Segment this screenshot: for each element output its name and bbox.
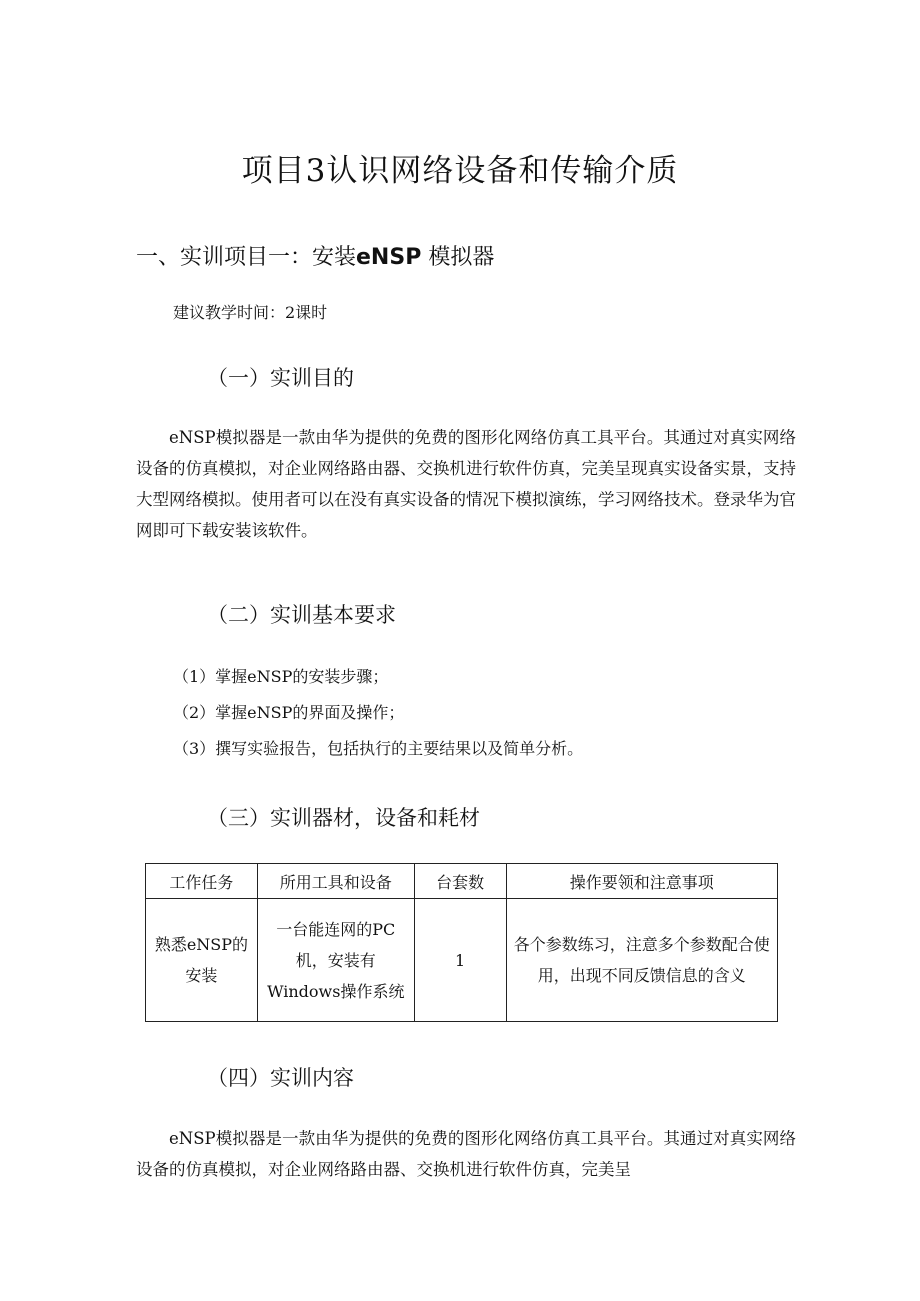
cell-notes: 各个参数练习，注意多个参数配合使用，出现不同反馈信息的含义 bbox=[506, 899, 778, 1022]
header-count: 台套数 bbox=[414, 864, 506, 899]
requirements-heading: （二）实训基本要求 bbox=[207, 603, 396, 627]
section-heading-suffix: 模拟器 bbox=[428, 245, 495, 270]
equipment-table bbox=[145, 863, 778, 1022]
cell-task: 熟悉eNSP的安装 bbox=[146, 899, 258, 1022]
objective-heading: （一）实训目的 bbox=[207, 366, 354, 390]
header-task: 工作任务 bbox=[146, 864, 258, 899]
requirements-list bbox=[173, 662, 583, 770]
cell-count: 1 bbox=[414, 899, 506, 1022]
cell-tools: 一台能连网的PC机，安装有Windows操作系统 bbox=[257, 899, 414, 1022]
requirement-item: （3）撰写实验报告，包括执行的主要结果以及简单分析。 bbox=[173, 739, 584, 758]
document-title: 项目3认识网络设备和传输介质 bbox=[241, 153, 679, 189]
requirement-item: （2）掌握eNSP的界面及操作； bbox=[173, 703, 405, 722]
table-row bbox=[146, 899, 778, 1022]
requirement-item: （1）掌握eNSP的安装步骤； bbox=[173, 667, 389, 686]
section-heading-product: eNSP bbox=[356, 245, 422, 270]
equipment-heading: （三）实训器材，设备和耗材 bbox=[207, 806, 480, 830]
table-header-row bbox=[146, 864, 778, 899]
teaching-time: 建议教学时间：2课时 bbox=[173, 303, 328, 322]
content-heading: （四）实训内容 bbox=[207, 1066, 354, 1090]
header-notes: 操作要领和注意事项 bbox=[506, 864, 778, 899]
header-tools: 所用工具和设备 bbox=[257, 864, 414, 899]
objective-paragraph: eNSP模拟器是一款由华为提供的免费的图形化网络仿真工具平台。其通过对真实网络设备的仿真模拟，对企业网络路由器、交换机进行软件仿真，完美呈现真实设备实景，支持大型网络模拟。使用者可以在没有真实设备的情况下模拟演练，学习网络技术。登录华为官网即可下载安装该软件。 bbox=[136, 428, 796, 540]
content-paragraph: eNSP模拟器是一款由华为提供的免费的图形化网络仿真工具平台。其通过对真实网络设备的仿真模拟，对企业网络路由器、交换机进行软件仿真，完美呈 bbox=[136, 1129, 796, 1179]
section-heading bbox=[136, 240, 494, 271]
section-heading-prefix: 一、实训项目一：安装 bbox=[136, 245, 357, 270]
